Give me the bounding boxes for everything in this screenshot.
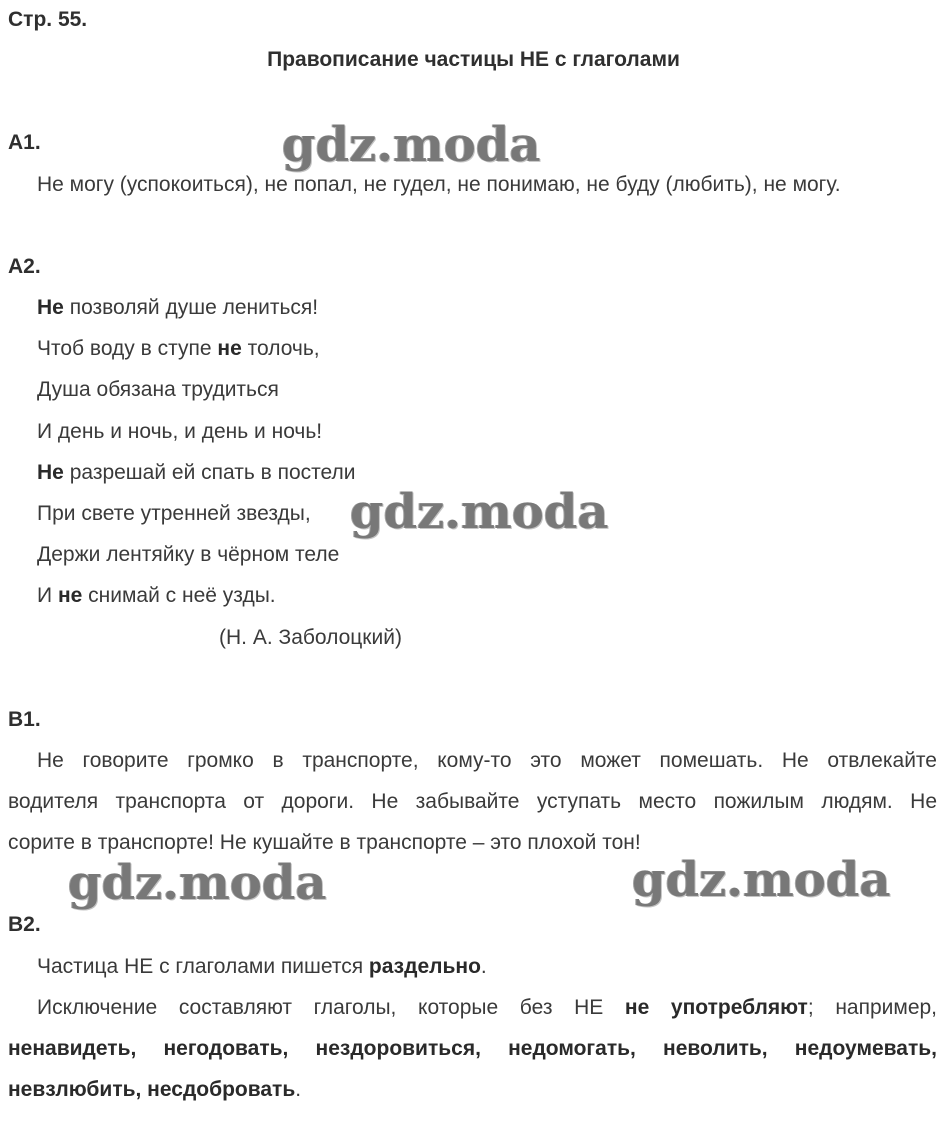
poem-line: Держи лентяйку в чёрном теле: [37, 543, 340, 566]
section-b2-exception: Исключение составляют глаголы, которые без НЕ не употребляют; например,: [37, 996, 938, 1019]
section-b1-line: Не говорите громко в транспорте, кому-то это может помешать. Не отвлекайте: [37, 749, 937, 772]
poem-line: И день и ночь, и день и ночь!: [37, 420, 323, 443]
section-a1-text: Не могу (успокоиться), не попал, не гудел, не понимаю, не буду (любить), не могу.: [37, 173, 841, 196]
poem-line: Не разрешай ей спать в постели: [37, 461, 356, 484]
section-a2-label: А2.: [8, 255, 41, 278]
section-b1-label: В1.: [8, 708, 41, 731]
section-b2-exception-end: невзлюбить, несдобровать.: [8, 1078, 302, 1101]
watermark-logo: gdz.moda: [350, 484, 609, 540]
watermark-logo: gdz.moda: [68, 855, 327, 911]
poem-line: Душа обязана трудиться: [37, 378, 279, 401]
watermark-logo: gdz.moda: [632, 852, 891, 908]
poem-line: Не позволяй душе лениться!: [37, 296, 319, 319]
section-b2-rule: Частица НЕ с глаголами пишется раздельно.: [37, 955, 487, 978]
poem-line: И не снимай с неё узды.: [37, 584, 276, 607]
page-number: Стр. 55.: [8, 8, 88, 31]
section-b1-line: водителя транспорта от дороги. Не забывайте уступать место пожилым людям. Не: [8, 790, 937, 813]
section-b1-line: сорите в транспорте! Не кушайте в транспорте – это плохой тон!: [8, 831, 641, 854]
section-a1-label: А1.: [8, 131, 41, 154]
section-b2-label: В2.: [8, 913, 41, 936]
page-title: Правописание частицы НЕ с глаголами: [267, 48, 680, 71]
watermark-logo: gdz.moda: [282, 117, 541, 173]
poem-line: При свете утренней звезды,: [37, 502, 311, 525]
section-b2-exception-words: ненавидеть, негодовать, нездоровиться, недомогать, неволить, недоумевать,: [8, 1037, 937, 1060]
poem-author: (Н. А. Заболоцкий): [219, 626, 402, 649]
poem-line: Чтоб воду в ступе не толочь,: [37, 337, 320, 360]
